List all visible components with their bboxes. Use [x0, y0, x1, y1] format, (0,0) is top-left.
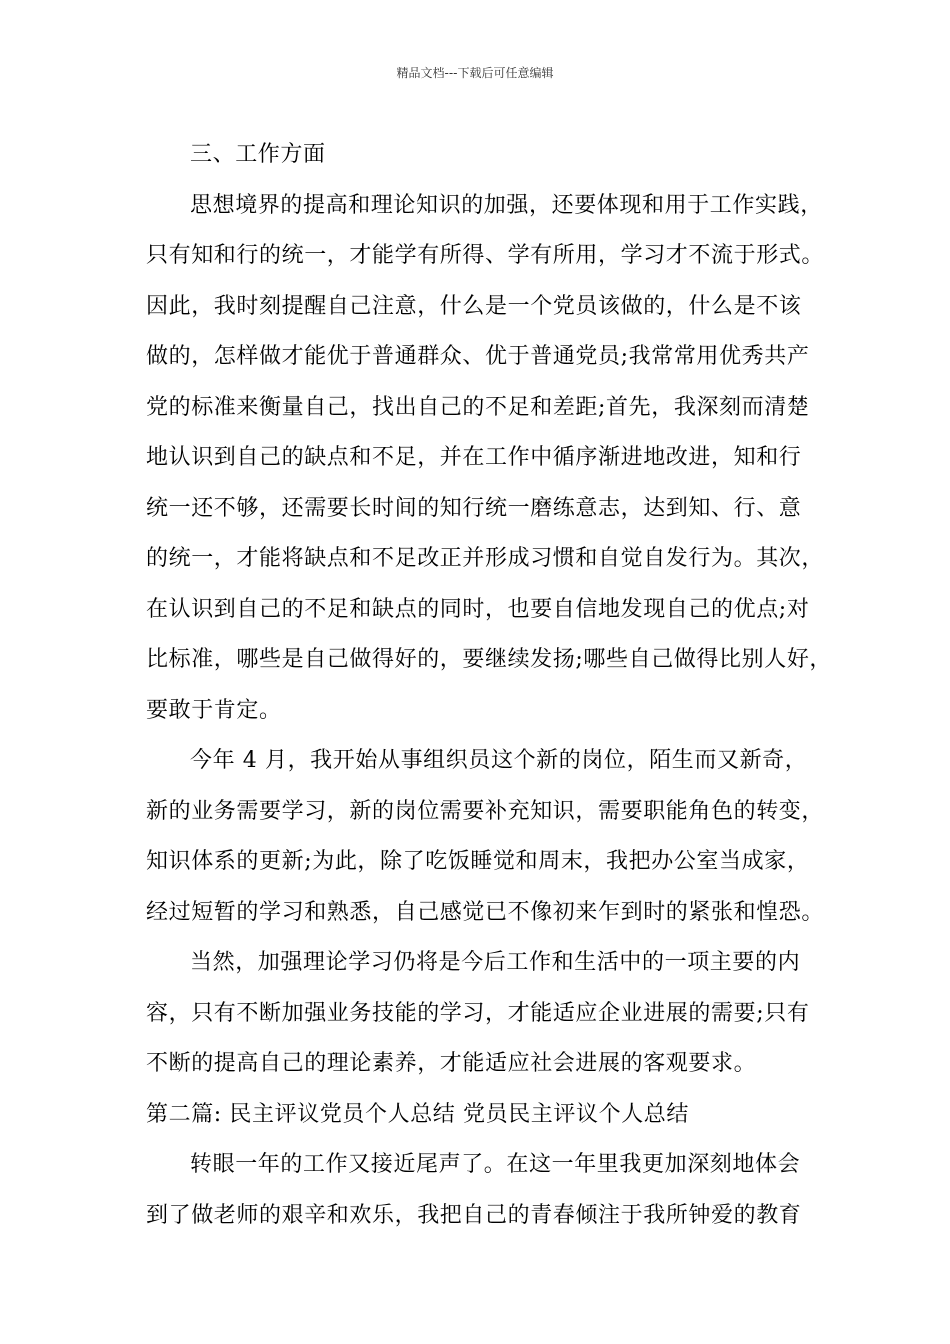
- text-line: 新的业务需要学习，新的岗位需要补充知识，需要职能角色的转变，: [146, 798, 825, 824]
- text-line: 思想境界的提高和理论知识的加强，还要体现和用于工作实践，: [190, 192, 823, 218]
- text-line: 经过短暂的学习和熟悉，自己感觉已不像初来乍到时的紧张和惶恐。: [146, 899, 825, 925]
- page-header: 精品文档---下载后可任意编辑: [396, 66, 554, 80]
- text-line: 因此，我时刻提醒自己注意，什么是一个党员该做的，什么是不该: [146, 293, 802, 319]
- text-line: 到了做老师的艰辛和欢乐，我把自己的青春倾注于我所钟爱的教育: [146, 1202, 802, 1228]
- text-line: 只有知和行的统一，才能学有所得、学有所用，学习才不流于形式。: [146, 243, 825, 268]
- text-line: 地认识到自己的缺点和不足，并在工作中循序渐进地改进，知和行: [146, 445, 802, 470]
- text-line: 党的标准来衡量自己，找出自己的不足和差距;首先，我深刻而清楚: [146, 394, 810, 420]
- text-line: 三、工作方面: [190, 142, 326, 167]
- text-line: 不断的提高自己的理论素养，才能适应社会进展的客观要求。: [146, 1051, 757, 1076]
- text-line: 转眼一年的工作又接近尾声了。在这一年里我更加深刻地体会: [190, 1152, 801, 1177]
- text-line: 当然，加强理论学习仍将是今后工作和生活中的一项主要的内: [190, 950, 801, 975]
- text-line: 今年 4 月，我开始从事组织员这个新的岗位，陌生而又新奇，: [190, 748, 808, 773]
- text-line: 第二篇: 民主评议党员个人总结 党员民主评议个人总结: [146, 1101, 689, 1127]
- document-body: [146, 130, 833, 1241]
- text-line: 在认识到自己的不足和缺点的同时，也要自信地发现自己的优点;对: [146, 596, 810, 622]
- text-line: 统一还不够，还需要长时间的知行统一磨练意志，达到知、行、意: [146, 495, 802, 521]
- text-line: 的统一，才能将缺点和不足改正并形成习惯和自觉自发行为。其次，: [146, 546, 825, 571]
- text-line: 做的，怎样做才能优于普通群众、优于普通党员;我常常用优秀共产: [146, 344, 810, 369]
- text-line: 比标准，哪些是自己做得好的，要继续发扬;哪些自己做得比别人好，: [146, 647, 833, 672]
- text-line: 容，只有不断加强业务技能的学习，才能适应企业进展的需要;只有: [146, 1000, 810, 1026]
- text-line: 知识体系的更新;为此，除了吃饭睡觉和周末，我把办公室当成家，: [146, 849, 810, 874]
- text-line: 要敢于肯定。: [146, 697, 282, 723]
